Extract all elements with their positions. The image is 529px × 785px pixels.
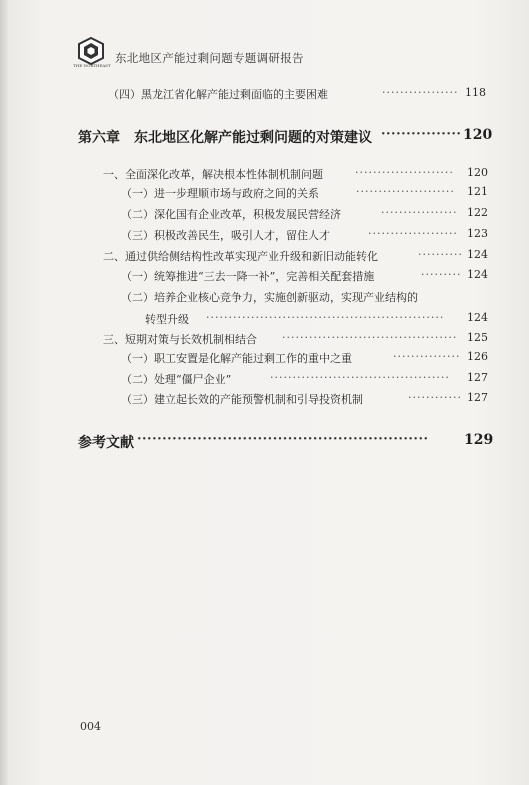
toc-entry-subsection: （一）职工安置是化解产能过剩工作的重中之重 — [121, 352, 352, 365]
publisher-logo-icon — [76, 36, 106, 66]
toc-entry-section: 二、通过供给侧结构性改革实现产业升级和新旧动能转化 — [103, 250, 378, 263]
toc-entry-subsection: （二）培养企业核心竞争力，实施创新驱动，实现产业结构的 — [121, 291, 418, 304]
toc-entry-subsection: （三）积极改善民生，吸引人才，留住人才 — [121, 229, 330, 242]
toc-page-number: 124 — [467, 311, 488, 324]
toc-entry-references: 参考文献 — [78, 435, 134, 451]
toc-entry-subsection: （三）建立起长效的产能预警机制和引导投资机制 — [121, 393, 363, 406]
toc-page-number: 120 — [467, 166, 488, 179]
toc-leader: ·························································· — [137, 432, 429, 447]
toc-page-number: 125 — [467, 331, 488, 344]
toc-page-number: 127 — [467, 371, 488, 384]
toc-leader: ·········· — [418, 248, 463, 261]
toc-leader: ············ — [408, 391, 462, 404]
logo-caption: THE NORTHEAST — [73, 63, 111, 68]
toc-page-number: 118 — [465, 86, 486, 99]
toc-entry-subsection: （四）黑龙江省化解产能过剩面临的主要困难 — [108, 88, 328, 101]
page-number-footer: 004 — [80, 720, 101, 733]
toc-leader: ······································· — [282, 331, 458, 344]
toc-page-number: 124 — [467, 248, 488, 261]
toc-leader: ················ — [381, 127, 462, 142]
toc-entry-section: 三、短期对策与长效机制相结合 — [103, 333, 257, 346]
toc-entry-continuation: 转型升级 — [145, 313, 189, 326]
toc-leader: ··············· — [393, 350, 461, 363]
toc-leader: ······················ — [356, 185, 455, 198]
toc-entry-subsection: （二）处理“僵尸企业” — [121, 373, 232, 386]
toc-leader: ········································ — [270, 371, 450, 384]
toc-leader: ···················· — [368, 227, 458, 240]
toc-entry-chapter: 第六章 东北地区化解产能过剩问题的对策建议 — [78, 130, 372, 146]
toc-page-number: 122 — [467, 206, 488, 219]
toc-entry-subsection: （二）深化国有企业改革，积极发展民营经济 — [121, 208, 341, 221]
toc-leader: ················· — [382, 86, 459, 99]
toc-page-number: 127 — [467, 391, 488, 404]
toc-leader: ················· — [381, 206, 458, 219]
toc-leader: ········· — [421, 268, 462, 281]
toc-entry-section: 一、全面深化改革，解决根本性体制机制问题 — [103, 168, 323, 181]
toc-entry-subsection: （一）进一步理顺市场与政府之间的关系 — [121, 187, 319, 200]
toc-entry-subsection: （一）统筹推进“三去一降一补”，完善相关配套措施 — [121, 270, 375, 283]
toc-page-number: 129 — [464, 432, 494, 448]
running-header-title: 东北地区产能过剩问题专题调研报告 — [115, 51, 304, 65]
toc-page-number: 123 — [467, 227, 488, 240]
toc-page-number: 124 — [467, 268, 488, 281]
toc-page-number: 126 — [467, 350, 488, 363]
toc-page-number: 120 — [463, 127, 493, 143]
page-binding-shadow — [0, 0, 8, 785]
toc-leader: ····················································· — [206, 311, 445, 324]
toc-leader: ······················ — [355, 166, 454, 179]
toc-page-number: 121 — [467, 185, 488, 198]
